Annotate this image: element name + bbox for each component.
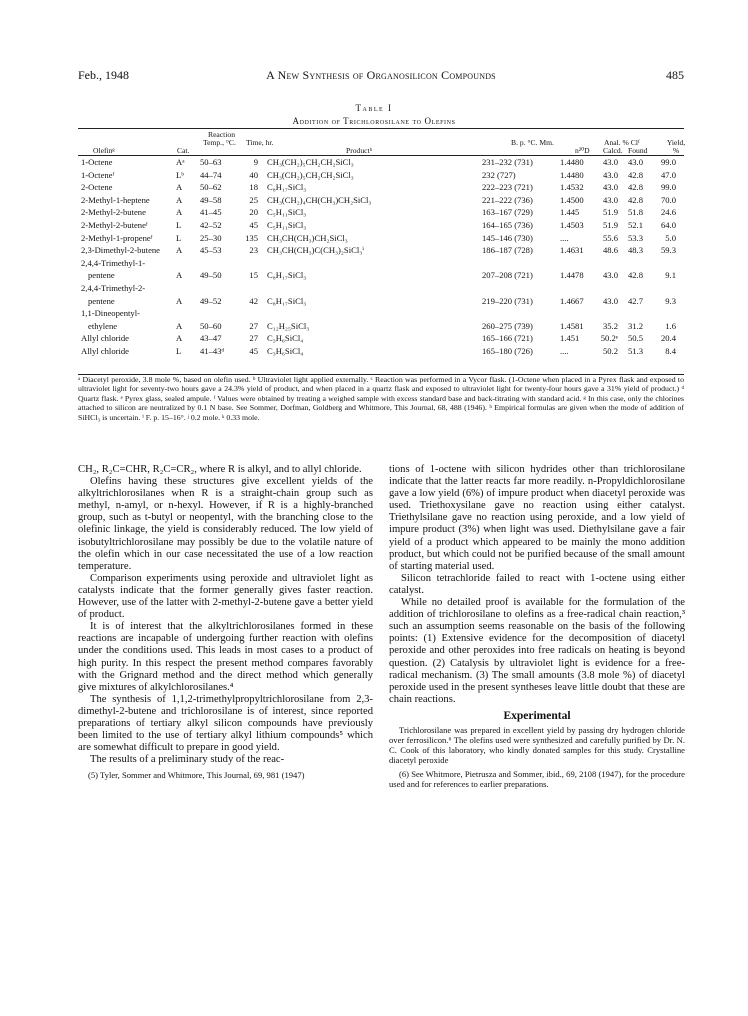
cell-cat: A	[176, 207, 183, 218]
cell-product: C₈H₁₇SiCl₃	[267, 270, 307, 281]
cell-time: 27	[249, 320, 258, 331]
cell-product: C₁₂H₂₅SiCl₃	[267, 320, 310, 331]
header-found: Found	[628, 146, 648, 155]
cell-found: 42.8	[627, 182, 643, 193]
cell-bp: 231–232 (731)	[482, 157, 533, 167]
cell-time: 45	[249, 346, 258, 356]
cell-product: CH₃CH(CH₃)C(CH₃)₂SiCl₃ⁱ	[267, 245, 364, 256]
cell-found: 43.0	[627, 157, 643, 167]
cell-cat: L	[176, 220, 182, 230]
cell-nd: 1.4667	[560, 295, 584, 306]
cell-calcd: 35.2	[602, 320, 618, 331]
running-header	[78, 68, 684, 84]
cell-olefin: 2-Octene	[81, 182, 113, 193]
cell-nd: 1.4532	[560, 182, 584, 193]
cell-temp: 50–60	[200, 320, 222, 331]
cell-temp: 49–52	[200, 295, 222, 306]
cell-time: 40	[249, 169, 258, 180]
header-date: Feb., 1948	[78, 68, 129, 82]
cell-product: C₅H₁₁SiCl₃	[267, 207, 307, 218]
cell-yield: 20.4	[660, 333, 676, 344]
header-calcd: Calcd.	[603, 146, 623, 155]
cell-nd: 1.4480	[560, 157, 584, 167]
cell-yield: 64.0	[660, 220, 676, 230]
cell-yield: 99.0	[660, 157, 676, 167]
cell-olefin: 2-Methyl-1-propeneᶠ	[81, 232, 153, 243]
cell-temp: 49–50	[200, 270, 222, 281]
cell-nd: 1.4480	[560, 169, 584, 180]
cell-yield: 1.6	[665, 320, 676, 331]
cell-bp: 165–166 (721)	[482, 333, 533, 344]
paragraph: CH₂, R₂C=CHR, R₂C=CR₂, where R is alkyl, and to allyl chloride.	[78, 464, 362, 475]
cell-calcd: 50.2ᵉ	[600, 333, 618, 344]
cell-olefin: 2,4,4-Trimethyl-2-	[81, 283, 146, 293]
cell-time: 135	[245, 232, 258, 243]
cell-temp: 44–74	[200, 169, 222, 180]
cell-cat: Aᵃ	[176, 157, 185, 167]
header-title: A New Synthesis of Organosilicon Compounds	[266, 68, 496, 82]
cell-product: CH₃(CH₂)₅CH₂CH₂SiCl₃	[267, 157, 354, 167]
cell-found: 31.2	[627, 320, 643, 331]
table-footnotes: ᵃ Diacetyl peroxide, 3.8 mole %, based on olefin used. ᵇ Ultraviolet light applied externally. ᶜ Reaction was performed in a Vycor flask. (1-Octene when placed in a Pyrex flask and exposed to ultraviolet light for seventy-two hours gave a 24.3% yield of product, and when placed in a quartz flask and exposed to ultraviolet light for twenty-four hours gave a 31% yield of product.) ᵈ Quartz flask. ᵉ Pyrex glass, sealed ampule. ᶠ Values were obtained by treating a weighed sample with excess standard base and back-titrating with standard acid. ᵍ In this case, only the chlorines attached to silicon are neutralized by 0.1 N base. See Sommer, Dorfman, Goldberg and Whitmore, This Journal, 68, 488 (1946). ʰ Empirical formulas are given when the mode of addition of SiHCl₃ is uncertain. ⁱ F. p. 15–16°. ʲ 0.2 mole. ᵏ 0.33 mole.	[78, 375, 684, 422]
cell-time: 27	[249, 333, 258, 344]
cell-temp: 50–63	[200, 157, 222, 167]
cell-olefin: pentene	[88, 295, 115, 306]
header-product: Productʰ	[346, 146, 373, 155]
cell-time: 23	[249, 245, 258, 256]
cell-calcd: 43.0	[602, 182, 618, 193]
experimental-heading: Experimental	[503, 709, 571, 722]
cell-bp: 165–180 (726)	[482, 346, 533, 356]
cell-calcd: 48.6	[602, 245, 618, 256]
reference-6: (6) See Whitmore, Pietrusza and Sommer, ibid., 69, 2108 (1947), for the procedure used and for references to earlier preparations.	[389, 768, 685, 789]
cell-yield: 47.0	[660, 169, 676, 180]
cell-olefin: Allyl chloride	[81, 346, 129, 356]
header-olefin: Olefinᵍ	[93, 146, 115, 155]
cell-time: 45	[249, 220, 258, 230]
cell-bp: 164–165 (736)	[482, 220, 533, 230]
cell-nd: 1.4500	[560, 194, 584, 205]
cell-nd: ....	[560, 346, 569, 356]
cell-bp: 232 (727)	[482, 169, 516, 180]
cell-calcd: 43.0	[602, 169, 618, 180]
cell-yield: 9.1	[665, 270, 676, 281]
cell-yield: 70.0	[660, 194, 676, 205]
cell-product: CH₃(CH₂)₅CH₂CH₂SiCl₃	[267, 169, 354, 180]
cell-calcd: 43.0	[602, 295, 618, 306]
cell-temp: 50–62	[200, 182, 222, 193]
cell-nd: 1.445	[560, 207, 580, 218]
cell-calcd: 51.9	[602, 207, 618, 218]
cell-yield: 59.3	[660, 245, 676, 256]
cell-time: 42	[249, 295, 258, 306]
cell-bp: 207–208 (721)	[482, 270, 533, 281]
cell-bp: 221–222 (736)	[482, 194, 533, 205]
cell-bp: 186–187 (728)	[482, 245, 533, 256]
cell-found: 51.8	[627, 207, 643, 218]
cell-time: 9	[253, 157, 258, 167]
header-time: Time, hr.	[246, 138, 274, 147]
header-temp: Temp., °C.	[203, 138, 236, 147]
cell-time: 15	[249, 270, 258, 281]
cell-yield: 99.0	[660, 182, 676, 193]
table-label: Table I	[355, 103, 393, 113]
cell-found: 50.5	[627, 333, 643, 344]
paragraph: It is of interest that the alkyltrichlorosilanes formed in these reactions are incapable of undergoing further reaction with olefins under the conditions used. This leads in most cases to a product of high purity. In this respect the present method compares favorably with the Grignard method and the direct method which generally give mixtures of alkylchlorosilanes.⁴	[78, 621, 373, 693]
paragraph: While no detailed proof is available for the formulation of the addition of trichlorosilane to olefins as a free-radical chain reaction,³ such an assumption seems reasonable on the basis of the following points: (1) Extensive evidence for the decomposition of diacetyl peroxide and other peroxides into free radicals on heating is beyond question. (2) Catalysis by ultraviolet light is evidence for a free-radical mechanism. (3) The small amounts (3.8 mole %) of diacetyl peroxide used in the present syntheses leave little doubt that these are chain reactions.	[389, 597, 685, 705]
cell-yield: 24.6	[660, 207, 676, 218]
cell-time: 20	[249, 207, 258, 218]
cell-cat: A	[176, 320, 183, 331]
cell-yield: 9.3	[665, 295, 676, 306]
cell-found: 53.3	[627, 232, 643, 243]
header-nd: n²⁰D	[575, 146, 590, 155]
cell-calcd: 43.0	[602, 194, 618, 205]
paragraph: tions of 1-octene with silicon hydrides other than trichlorosilane indicate that the latter reacts far more readily. n-Propyldichlorosilane gave a low yield (6%) of impure product when diacetyl peroxide was used. Triethoxysilane gave no reaction using either catalyst. Triethylsilane gave no reaction using peroxide, and a low yield of impure product (3%) when light was used. Diethylsilane gave a fair yield of a product which appeared to be mainly the mono addition product, but which could not be purified because of the small amount of starting material used.	[389, 464, 685, 572]
cell-cat: A	[176, 182, 183, 193]
cell-temp: 42–52	[200, 220, 222, 230]
left-column	[78, 464, 373, 780]
cell-found: 48.3	[627, 245, 643, 256]
cell-temp: 43–47	[200, 333, 222, 344]
table-title: Addition of Trichlorosilane to Olefins	[292, 116, 456, 126]
cell-product: C₃H₆SiCl₄	[267, 333, 304, 344]
cell-olefin: Allyl chloride	[81, 333, 129, 344]
cell-nd: 1.4631	[560, 245, 584, 256]
cell-cat: A	[176, 194, 183, 205]
cell-calcd: 51.9	[602, 220, 618, 230]
cell-bp: 222–223 (721)	[482, 182, 533, 193]
page-number: 485	[666, 68, 684, 82]
cell-cat: L	[176, 346, 182, 356]
header-reaction: Reaction	[208, 130, 235, 139]
cell-found: 42.8	[627, 270, 643, 281]
cell-calcd: 55.6	[602, 232, 618, 243]
cell-cat: A	[176, 245, 183, 256]
table-top-rule	[78, 128, 684, 129]
paragraph: Olefins having these structures give excellent yields of the alkyltrichlorosilanes when R is a straight-chain group such as methyl, n-amyl, or n-hexyl. However, if R is a highly-branched group, such as t-butyl or neopentyl, with the branching close to the olefinic linkage, the yield is considerably reduced. The low yield of isobutyltrichlorosilane may possibly be due to the volatile nature of the olefin which in our case necessitated the use of a low reaction temperature.	[78, 476, 373, 572]
cell-found: 42.8	[627, 194, 643, 205]
cell-temp: 49–58	[200, 194, 222, 205]
cell-bp: 145–146 (730)	[482, 232, 533, 243]
cell-nd: 1.451	[560, 333, 580, 344]
table-header-rule	[78, 155, 684, 156]
cell-olefin: 1-Octene	[81, 157, 113, 167]
cell-temp: 41–45	[200, 207, 222, 218]
cell-yield: 5.0	[665, 232, 676, 243]
cell-bp: 219–220 (731)	[482, 295, 533, 306]
cell-temp: 45–53	[200, 245, 222, 256]
cell-cat: A	[176, 295, 183, 306]
right-column	[389, 464, 685, 789]
cell-temp: 25–30	[200, 232, 222, 243]
cell-temp: 41–43ᵈ	[200, 346, 225, 356]
cell-olefin: ethylene	[88, 320, 118, 331]
cell-product: C₈H₁₇SiCl₃	[267, 182, 307, 193]
cell-cat: A	[176, 333, 183, 344]
cell-olefin: 2-Methyl-1-heptene	[81, 194, 150, 205]
cell-calcd: 43.0	[602, 157, 618, 167]
cell-bp: 163–167 (729)	[482, 207, 533, 218]
cell-olefin: pentene	[88, 270, 115, 281]
cell-olefin: 1-Octeneᶠ	[81, 169, 115, 180]
cell-found: 42.7	[627, 295, 643, 306]
header-anal: Anal. % Clᶠ	[604, 138, 640, 147]
header-bp: B. p. °C. Mm.	[511, 138, 554, 147]
paragraph: Silicon tetrachloride failed to react with 1-octene using either catalyst.	[389, 572, 685, 596]
cell-olefin: 2-Methyl-2-butene	[81, 207, 146, 218]
cell-product: CH₃(CH₂)₄CH(CH₃)CH₂SiCl₃	[267, 194, 372, 205]
left-reference	[78, 770, 373, 780]
cell-cat: L	[176, 232, 182, 243]
cell-cat: A	[176, 270, 183, 281]
cell-calcd: 50.2	[602, 346, 618, 356]
cell-olefin: 2,4,4-Trimethyl-1-	[81, 257, 146, 268]
paragraph: The synthesis of 1,1,2-trimethylpropyltrichlorosilane from 2,3-dimethyl-2-butene and trichlorosilane is of interest, since reported preparations of tertiary alkyl silicon compounds have previously been limited to the use of tertiary alkyl lithium compounds⁵ which are somewhat difficult to prepare in good yield.	[78, 693, 373, 754]
cell-yield: 8.4	[665, 346, 676, 356]
cell-olefin: 2-Methyl-2-buteneᶠ	[81, 220, 148, 230]
cell-time: 25	[249, 194, 258, 205]
cell-nd: 1.4503	[560, 220, 584, 230]
cell-found: 51.3	[627, 346, 643, 356]
paragraph: Comparison experiments using peroxide and ultraviolet light as catalysts indicate that the former generally gives faster reaction. However, use of the latter with 2-methyl-2-butene gave a better yield of product.	[78, 572, 373, 621]
cell-olefin: 2,3-Dimethyl-2-butene	[81, 245, 160, 256]
cell-cat: Lᵇ	[176, 169, 184, 180]
header-yield: Yield, %	[666, 138, 686, 155]
cell-olefin: 1,1-Dineopentyl-	[81, 308, 140, 319]
cell-time: 18	[249, 182, 258, 193]
cell-bp: 260–275 (739)	[482, 320, 533, 331]
cell-product: CH₃CH(CH₃)CH₂SiCl₃	[267, 232, 348, 243]
experimental-text: Trichlorosilane was prepared in excellent yield by passing dry hydrogen chloride over ferrosilicon.⁶ The olefins used were synthesized and carefully purified by Dr. N. C. Cook of this laboratory, who kindly donated samples for this study. Crystalline diacetyl peroxide	[389, 724, 685, 765]
paragraph: The results of a preliminary study of the reac-	[90, 754, 285, 766]
cell-found: 42.8	[627, 169, 643, 180]
cell-nd: 1.4478	[560, 270, 584, 281]
cell-calcd: 43.0	[602, 270, 618, 281]
cell-nd: ....	[560, 232, 569, 243]
cell-product: C₃H₆SiCl₄	[267, 346, 304, 356]
experimental-section	[389, 725, 685, 789]
reference-5: (5) Tyler, Sommer and Whitmore, This Journal, 69, 981 (1947)	[88, 770, 305, 781]
cell-found: 52.1	[627, 220, 643, 230]
cell-product: C₅H₁₁SiCl₃	[267, 220, 307, 230]
cell-nd: 1.4581	[560, 320, 584, 331]
cell-product: C₈H₁₇SiCl₃	[267, 295, 307, 306]
header-cat: Cat.	[177, 146, 190, 155]
